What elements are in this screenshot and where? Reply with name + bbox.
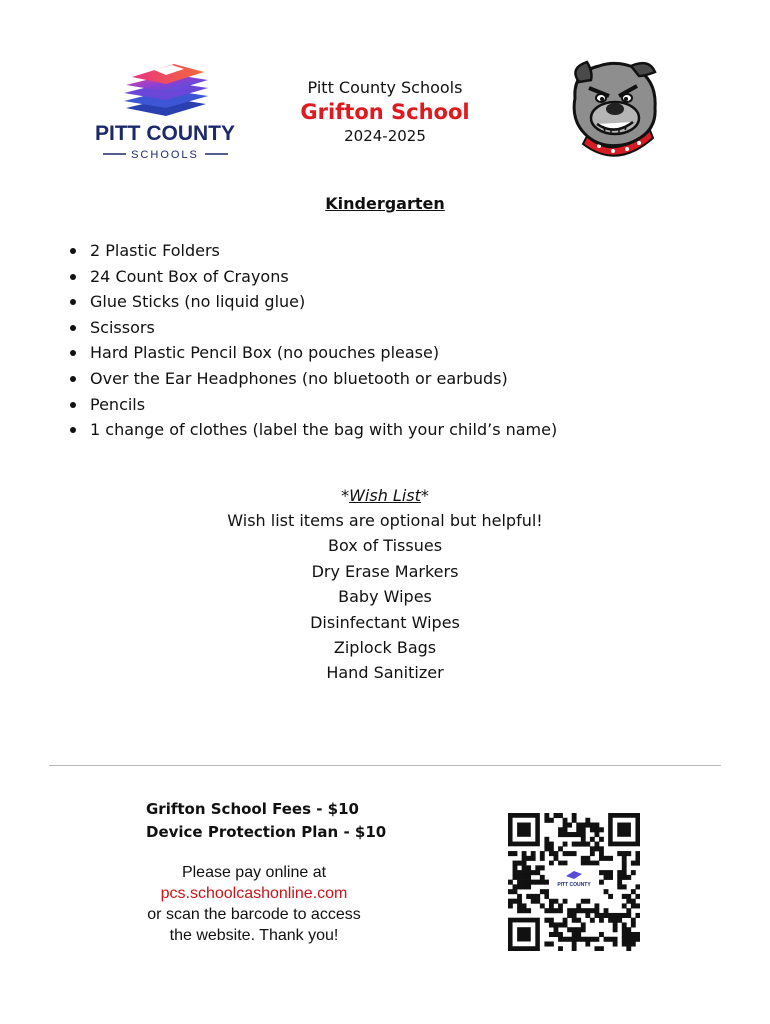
list-item: Baby Wipes bbox=[338, 587, 432, 607]
payment-link[interactable]: pcs.schoolcashonline.com bbox=[160, 885, 348, 902]
list-item: Box of Tissues bbox=[327, 536, 443, 556]
payment-instructions bbox=[120, 862, 388, 946]
list-item: Dry Erase Markers bbox=[311, 561, 459, 581]
wish-list-title: *Wish List* bbox=[341, 486, 429, 505]
bullet-icon bbox=[70, 248, 76, 254]
payment-line: Please pay online at bbox=[181, 864, 327, 881]
grade-heading: Kindergarten bbox=[325, 194, 445, 213]
fees-block bbox=[146, 798, 386, 844]
payment-line: the website. Thank you! bbox=[169, 927, 339, 944]
payment-line: or scan the barcode to access bbox=[147, 906, 361, 923]
list-item: Hand Sanitizer bbox=[326, 663, 444, 683]
list-item: Over the Ear Headphones (no bluetooth or earbuds) bbox=[68, 366, 557, 392]
bullet-icon bbox=[70, 350, 76, 356]
list-item: 1 change of clothes (label the bag with your child’s name) bbox=[68, 417, 557, 443]
list-item: Ziplock Bags bbox=[333, 638, 437, 658]
bullet-icon bbox=[70, 376, 76, 382]
supply-list bbox=[68, 238, 557, 443]
bullet-icon bbox=[70, 325, 76, 331]
list-item: Disinfectant Wipes bbox=[310, 612, 460, 632]
wish-list-intro: Wish list items are optional but helpful! bbox=[227, 511, 543, 530]
bullet-icon bbox=[70, 427, 76, 433]
header-title-block bbox=[275, 78, 495, 146]
pitt-county-schools-logo bbox=[88, 56, 243, 161]
bullet-icon bbox=[70, 299, 76, 305]
section-divider bbox=[49, 765, 721, 766]
bullet-icon bbox=[70, 274, 76, 280]
list-item: Hard Plastic Pencil Box (no pouches please) bbox=[68, 340, 557, 366]
wish-list-items bbox=[0, 508, 770, 686]
bullet-icon bbox=[70, 402, 76, 408]
school-name: Grifton School bbox=[300, 100, 470, 124]
school-year: 2024-2025 bbox=[344, 127, 426, 145]
logo-subtitle: SCHOOLS bbox=[131, 149, 199, 161]
bulldog-mascot-icon bbox=[565, 58, 665, 160]
qr-code[interactable] bbox=[508, 813, 640, 951]
wish-list-section bbox=[0, 483, 770, 686]
list-item: 2 Plastic Folders bbox=[68, 238, 557, 264]
list-item: Scissors bbox=[68, 315, 557, 341]
district-name: Pitt County Schools bbox=[307, 78, 463, 97]
qr-logo-text: PITT COUNTY bbox=[557, 882, 591, 888]
device-fee: Device Protection Plan - $10 bbox=[146, 823, 387, 841]
list-item: 24 Count Box of Crayons bbox=[68, 264, 557, 290]
school-fee: Grifton School Fees - $10 bbox=[146, 800, 359, 818]
list-item: Pencils bbox=[68, 392, 557, 418]
list-item: Glue Sticks (no liquid glue) bbox=[68, 289, 557, 315]
logo-title: PITT COUNTY bbox=[95, 122, 235, 145]
